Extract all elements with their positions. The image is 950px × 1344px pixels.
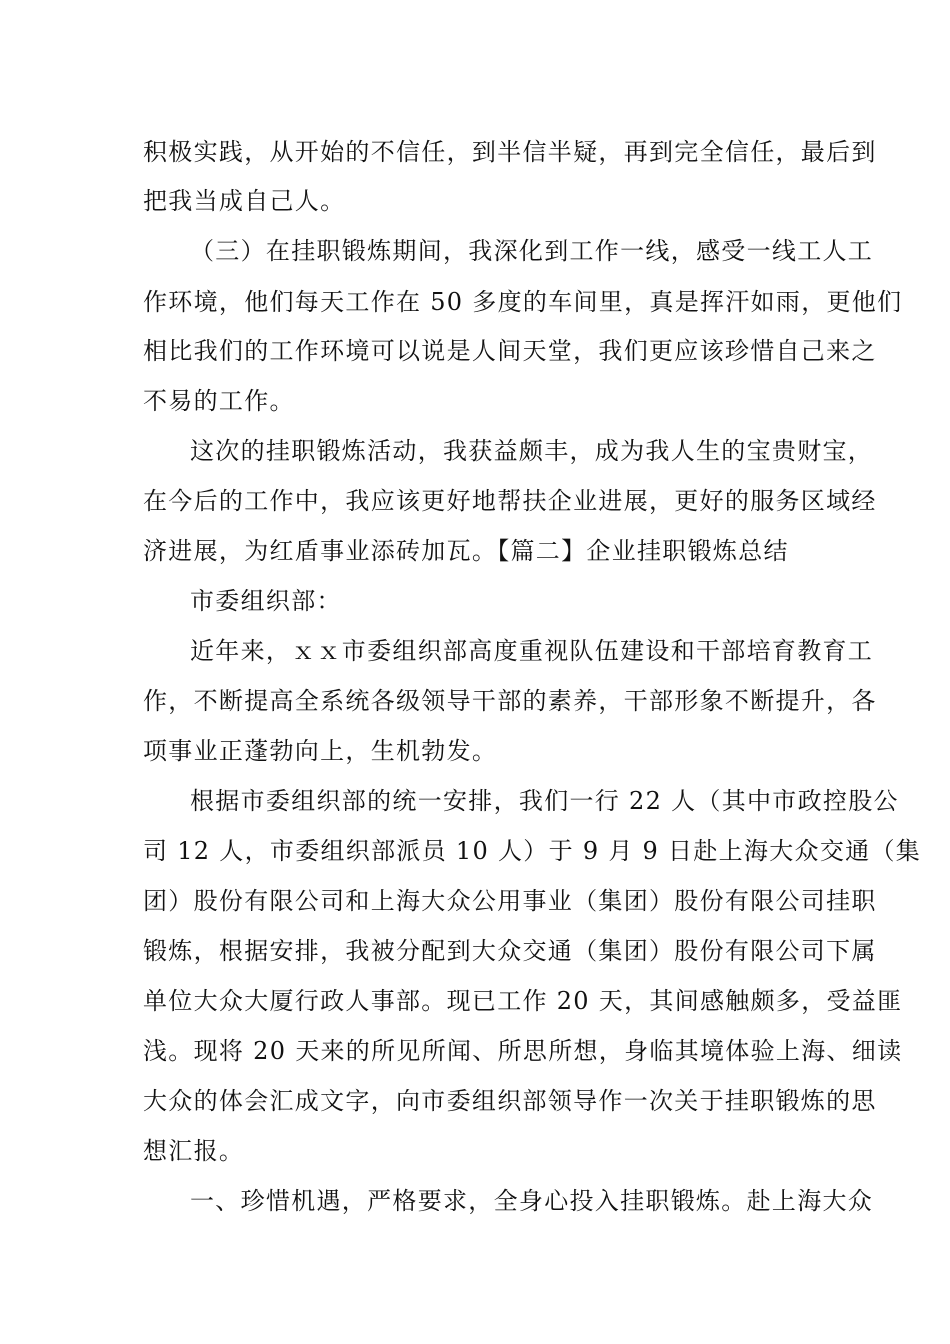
text-line: （三）在挂职锻炼期间，我深化到工作一线，感受一线工人工 — [190, 237, 874, 265]
text-line: 把我当成自己人。 — [143, 187, 346, 215]
text-line: 司 12 人，市委组织部派员 10 人）于 9 月 9 日赴上海大众交通（集 — [143, 837, 922, 865]
text-line: 大众的体会汇成文字，向市委组织部领导作一次关于挂职锻炼的思 — [143, 1087, 877, 1115]
text-line: 想汇报。 — [143, 1137, 245, 1165]
text-line: 作，不断提高全系统各级领导干部的素养，干部形象不断提升，各 — [143, 687, 877, 715]
text-line: 一、珍惜机遇，严格要求，全身心投入挂职锻炼。赴上海大众 — [190, 1187, 874, 1215]
text-line: 单位大众大厦行政人事部。现已工作 20 天，其间感触颇多，受益匪 — [143, 987, 903, 1015]
text-line: 不易的工作。 — [143, 387, 295, 415]
text-line: 市委组织部： — [190, 587, 342, 615]
text-line: 积极实践，从开始的不信任，到半信半疑，再到完全信任，最后到 — [143, 138, 877, 166]
text-line: 作环境，他们每天工作在 50 多度的车间里，真是挥汗如雨，更他们 — [143, 288, 903, 316]
text-line: 浅。现将 20 天来的所见所闻、所思所想，身临其境体验上海、细读 — [143, 1037, 903, 1065]
text-line: 近年来，ｘｘ市委组织部高度重视队伍建设和干部培育教育工 — [190, 637, 874, 665]
text-line: 济进展，为红盾事业添砖加瓦。【篇二】企业挂职锻炼总结 — [143, 537, 789, 565]
text-line: 根据市委组织部的统一安排，我们一行 22 人（其中市政控股公 — [190, 787, 899, 815]
text-line: 相比我们的工作环境可以说是人间天堂，我们更应该珍惜自己来之 — [143, 337, 877, 365]
text-line: 项事业正蓬勃向上，生机勃发。 — [143, 737, 498, 765]
text-line: 团）股份有限公司和上海大众公用事业（集团）股份有限公司挂职 — [143, 887, 877, 915]
text-line: 在今后的工作中，我应该更好地帮扶企业进展，更好的服务区域经 — [143, 487, 877, 515]
text-line: 这次的挂职锻炼活动，我获益颇丰，成为我人生的宝贵财宝， — [190, 437, 874, 465]
text-line: 锻炼，根据安排，我被分配到大众交通（集团）股份有限公司下属 — [143, 937, 877, 965]
